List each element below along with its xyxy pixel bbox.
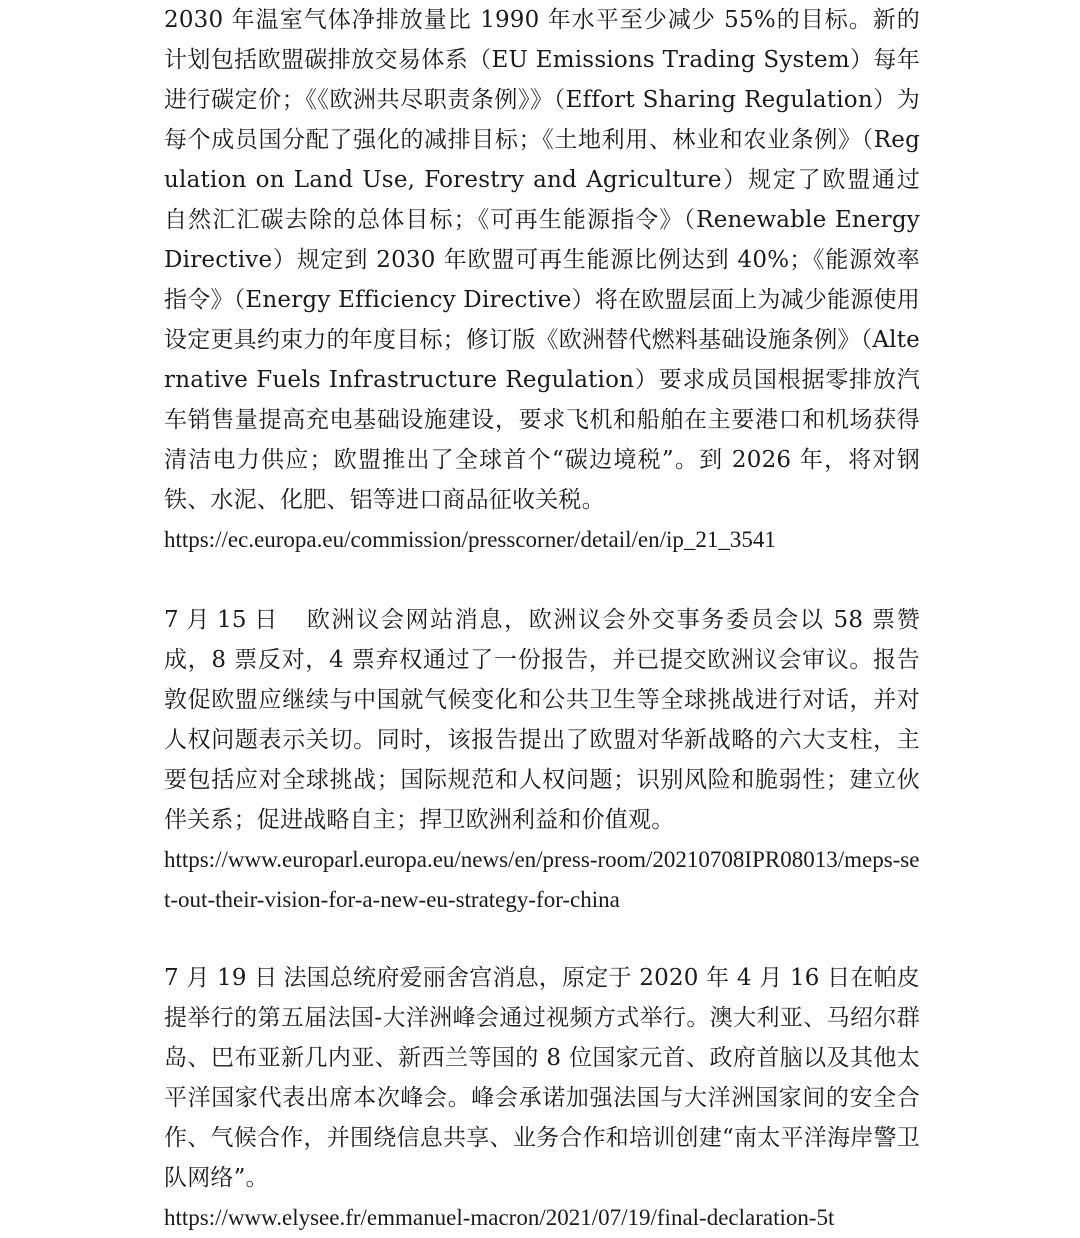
news-entry-eu-climate-package bbox=[164, 0, 920, 560]
source-url-link[interactable]: https://www.europarl.europa.eu/news/en/press-room/20210708IPR08013/meps-set-out-their-vision-for-a-new-eu-strategy-for-china bbox=[164, 847, 920, 912]
source-url-link[interactable]: https://www.elysee.fr/emmanuel-macron/2021/07/19/final-declaration-5t bbox=[164, 1205, 835, 1230]
entry-date: 7 月 15 日 bbox=[164, 607, 278, 633]
news-entry-france-oceania-summit bbox=[164, 958, 920, 1238]
entry-body-text: 欧洲议会网站消息，欧洲议会外交事务委员会以 58 票赞成，8 票反对，4 票弃权通过了一份报告，并已提交欧洲议会审议。报告敦促欧盟应继续与中国就气候变化和公共卫生等全球挑战进行对话，并对人权问题表示关切。同时，该报告提出了欧盟对华新战略的六大支柱，主要包括应对全球挑战；国际规范和人权问题；识别风险和脆弱性；建立伙伴关系；促进战略自主；捍卫欧洲利益和价值观。 bbox=[164, 607, 920, 833]
entry-date: 7 月 19 日 bbox=[164, 965, 278, 991]
source-url-link[interactable]: https://ec.europa.eu/commission/presscorner/detail/en/ip_21_3541 bbox=[164, 527, 776, 552]
news-entry-european-parliament-report bbox=[164, 600, 920, 920]
entry-paragraph bbox=[164, 958, 920, 1198]
entry-paragraph bbox=[164, 600, 920, 840]
entry-body-text: 法国总统府爱丽舍宫消息，原定于 2020 年 4 月 16 日在帕皮提举行的第五届法国-大洋洲峰会通过视频方式举行。澳大利亚、马绍尔群岛、巴布亚新几内亚、新西兰等国的 8 位国家元首、政府首脑以及其他太平洋国家代表出席本次峰会。峰会承诺加强法国与大洋洲国家间的安全合作、气候合作，并围绕信息共享、业务合作和培训创建“南太平洋海岸警卫队网络”。 bbox=[164, 965, 920, 1191]
entry-body-text: 2030 年温室气体净排放量比 1990 年水平至少减少 55%的目标。新的计划包括欧盟碳排放交易体系（EU Emissions Trading System）每年进行碳定价；《《欧洲共尽职责条例》》（Effort Sharing Regulation）为每个成员国分配了强化的减排目标；《土地利用、林业和农业条例》（Regulation on Land Use, Forestry and Agriculture）规定了欧盟通过自然汇汇碳去除的总体目标；《可再生能源指令》（Renewable Energy Directive）规定到 2030 年欧盟可再生能源比例达到 40%；《能源效率指令》（Energy Efficiency Directive）将在欧盟层面上为减少能源使用设定更具约束力的年度目标；修订版《欧洲替代燃料基础设施条例》（Alternative Fuels Infrastructure Regulation）要求成员国根据零排放汽车销售量提高充电基础设施建设，要求飞机和船舶在主要港口和机场获得清洁电力供应；欧盟推出了全球首个“碳边境税”。到 2026 年，将对钢铁、水泥、化肥、铝等进口商品征收关税。 bbox=[164, 7, 920, 513]
